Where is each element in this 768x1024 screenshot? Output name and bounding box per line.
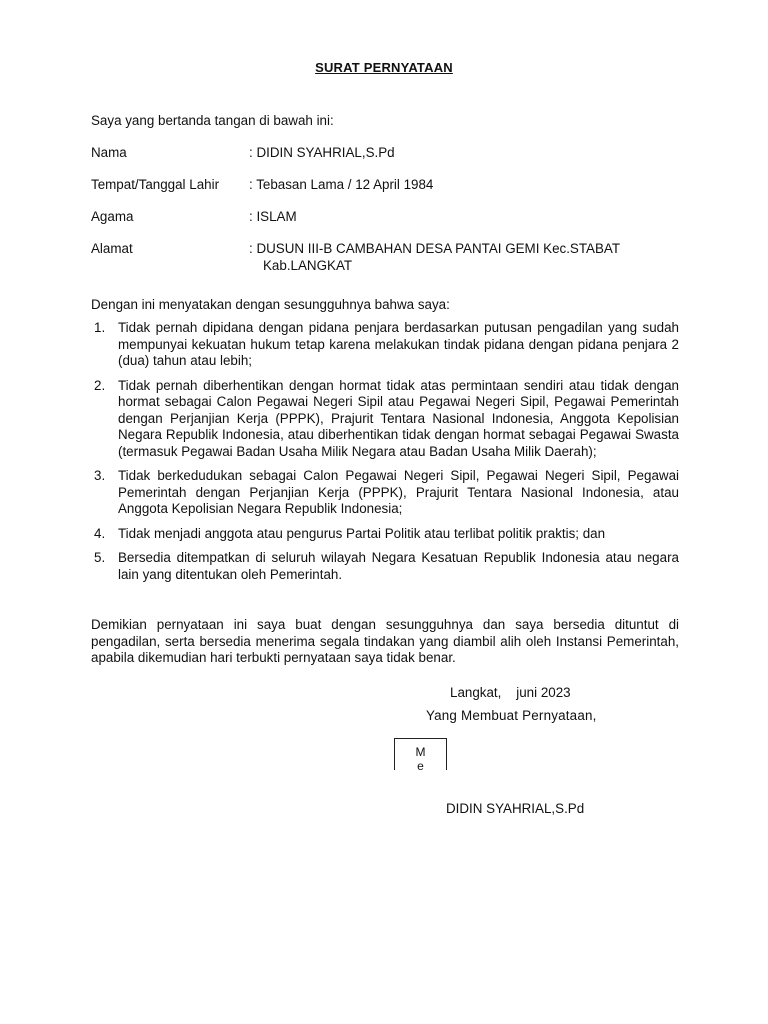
list-item-text: Tidak menjadi anggota atau pengurus Partai Politik atau terlibat politik praktis; dan <box>118 525 606 541</box>
list-item-number: 1. <box>94 320 106 335</box>
list-item <box>91 378 679 461</box>
place-date: Langkat, juni 2023 <box>450 685 571 700</box>
field-label: Agama <box>91 209 134 224</box>
list-item <box>91 468 679 518</box>
list-item <box>91 526 679 543</box>
field-value-text: : DUSUN III-B CAMBAHAN DESA PANTAI GEMI Kec.STABAT <box>249 241 621 256</box>
field-label: Nama <box>91 145 127 160</box>
list-item-number: 5. <box>94 550 106 565</box>
signer-name: DIDIN SYAHRIAL,S.Pd <box>446 801 585 816</box>
field-label: Tempat/Tanggal Lahir <box>91 177 220 192</box>
list-item-text: Tidak pernah diberhentikan dengan hormat tidak atas permintaan sendiri atau tidak dengan hormat sebagai Calon Pegawai Negeri Sipil atau Pegawai Negeri Sipil, Pegawai Pemerintah dengan Perjanjian Kerja (PPPK), Prajurit Tentara Nasional Indonesia, Anggota Kepolisian Negara Republik Indonesia, atau diberhentikan tidak dengan hormat sebagai Pegawai Swasta (termasuk Pegawai Badan Usaha Milik Negara atau Badan Usaha Milik Daerah); <box>118 377 679 459</box>
list-item-number: 3. <box>94 468 106 483</box>
field-value <box>249 177 679 194</box>
stamp-text: M <box>415 745 426 759</box>
stamp-box <box>394 738 447 770</box>
list-item-text: Tidak berkedudukan sebagai Calon Pegawai Negeri Sipil, Pegawai Negeri Sipil, Pegawai Pemerintah dengan Perjanjian Kerja (PPPK), Prajurit Tentara Nasional Indonesia, atau Anggota Kepolisian Negara Republik Indonesia; <box>118 468 679 516</box>
list-item-text: Tidak pernah dipidana dengan pidana penjara berdasarkan putusan pengadilan yang sudah mempunyai kekuatan hukum tetap karena melakukan tindak pidana dengan pidana penjara 2 (dua) tahun atau lebih; <box>118 320 679 368</box>
field-value-text: : Tebasan Lama / 12 April 1984 <box>249 177 434 192</box>
field-value-text: : ISLAM <box>249 209 297 224</box>
list-item <box>91 320 679 370</box>
field-value-continuation: Kab.LANGKAT <box>263 257 353 273</box>
field-value <box>249 209 679 226</box>
closing-paragraph: Demikian pernyataan ini saya buat dengan sesungguhnya dan saya bersedia dituntut di pengadilan, serta bersedia menerima segala tindakan yang diambil alih oleh Instansi Pemerintah, apabila dikemudian hari terbukti pernyataan saya tidak benar. <box>91 617 679 665</box>
field-value <box>249 145 679 162</box>
list-item-number: 2. <box>94 377 106 393</box>
document-title: SURAT PERNYATAAN <box>315 60 453 75</box>
intro-text: Saya yang bertanda tangan di bawah ini: <box>91 113 334 128</box>
maker-label: Yang Membuat Pernyataan, <box>426 708 597 723</box>
field-label: Alamat <box>91 241 133 256</box>
declaration-intro: Dengan ini menyatakan dengan sesungguhnya bahwa saya: <box>91 297 450 312</box>
list-item-number: 4. <box>94 525 106 541</box>
list-item <box>91 550 679 583</box>
field-value-text: : DIDIN SYAHRIAL,S.Pd <box>249 145 395 160</box>
field-value <box>249 241 679 274</box>
declaration-list <box>91 320 679 591</box>
list-item-text: Bersedia ditempatkan di seluruh wilayah Negara Kesatuan Republik Indonesia atau negara lain yang ditentukan oleh Pemerintah. <box>118 550 679 582</box>
stamp-text: e <box>417 759 424 770</box>
